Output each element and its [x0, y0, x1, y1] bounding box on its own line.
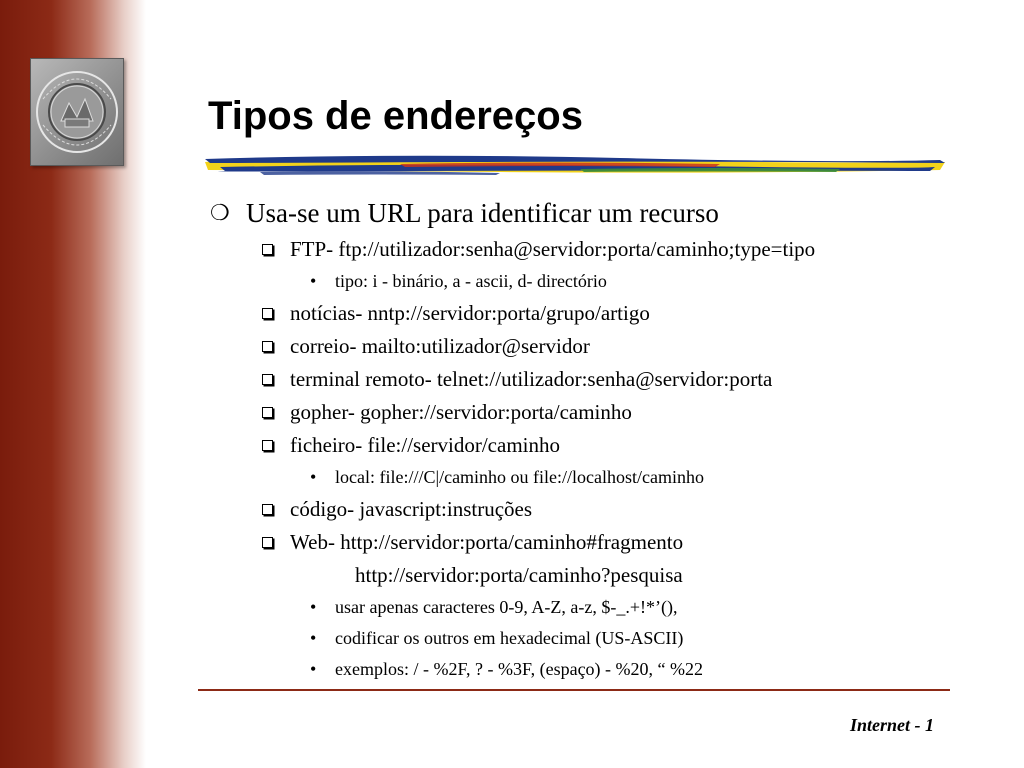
list-item-text: FTP- ftp://utilizador:senha@servidor:porta/caminho;type=tipo — [290, 237, 816, 261]
dot-bullet-icon: • — [310, 659, 317, 679]
box-bullet-icon — [262, 440, 273, 451]
list-item-text: local: file:///C|/caminho ou file://localhost/caminho — [335, 467, 705, 487]
box-bullet-icon — [262, 374, 273, 385]
list-item-text: ficheiro- file://servidor/caminho — [290, 433, 560, 457]
list-item — [210, 623, 970, 654]
slide-footer: Internet - 1 — [849, 715, 934, 735]
list-item-text: terminal remoto- telnet://utilizador:senha@servidor:porta — [290, 367, 773, 391]
dot-bullet-icon: • — [310, 271, 317, 291]
list-item — [210, 297, 970, 330]
slide-title: Tipos de endereços — [208, 94, 583, 138]
box-bullet-icon — [262, 244, 273, 255]
box-bullet-icon — [262, 537, 273, 548]
box-bullet-icon — [262, 407, 273, 418]
list-item — [210, 526, 970, 559]
list-item — [210, 363, 970, 396]
title-brush-stroke-decoration — [200, 150, 950, 180]
list-item-text: codificar os outros em hexadecimal (US-ASCII) — [335, 628, 684, 648]
list-item-text: tipo: i - binário, a - ascii, d- directório — [335, 271, 607, 291]
list-item-text: http://servidor:porta/caminho?pesquisa — [355, 563, 683, 587]
main-bullet — [210, 195, 970, 231]
list-item-text: notícias- nntp://servidor:porta/grupo/artigo — [290, 301, 650, 325]
list-item-text: código- javascript:instruções — [290, 497, 533, 521]
slide-content — [210, 195, 970, 685]
dot-bullet-icon: • — [310, 597, 317, 617]
list-item — [210, 592, 970, 623]
list-item-continuation — [210, 559, 970, 592]
footer-divider — [198, 689, 950, 691]
box-bullet-icon — [262, 504, 273, 515]
box-bullet-icon — [262, 308, 273, 319]
university-seal-logo — [30, 58, 124, 166]
list-item — [210, 429, 970, 462]
main-bullet-text: Usa-se um URL para identificar um recurso — [246, 198, 719, 228]
list-item-text: exemplos: / - %2F, ? - %3F, (espaço) - %20, “ %22 — [335, 659, 704, 679]
box-bullet-icon — [262, 341, 273, 352]
list-item-text: gopher- gopher://servidor:porta/caminho — [290, 400, 632, 424]
list-item — [210, 654, 970, 685]
list-item — [210, 396, 970, 429]
dot-bullet-icon: • — [310, 628, 317, 648]
circle-bullet-icon: ❍ — [210, 200, 230, 225]
list-item — [210, 493, 970, 526]
list-item-text: Web- http://servidor:porta/caminho#fragmento — [290, 530, 684, 554]
list-item — [210, 462, 970, 493]
list-item — [210, 233, 970, 266]
list-item — [210, 266, 970, 297]
list-item-text: usar apenas caracteres 0-9, A-Z, a-z, $-_.+!*’(), — [335, 597, 678, 617]
dot-bullet-icon: • — [310, 467, 317, 487]
list-item-text: correio- mailto:utilizador@servidor — [290, 334, 590, 358]
list-item — [210, 330, 970, 363]
